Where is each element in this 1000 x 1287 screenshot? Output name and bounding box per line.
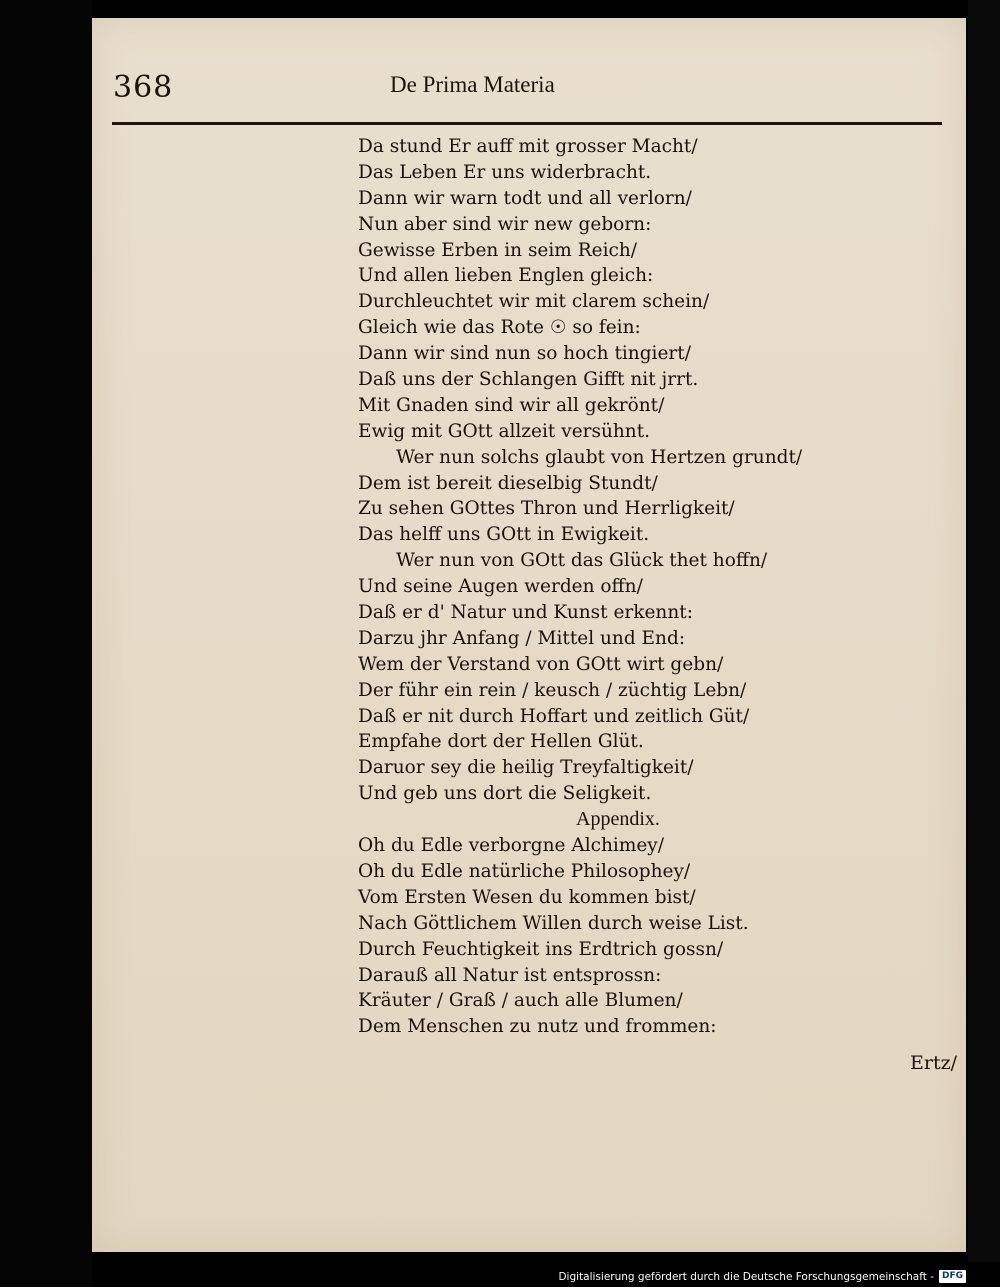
verse-line: Daß er d' Natur und Kunst erkennt: — [358, 602, 693, 624]
verse-line: Und allen lieben Englen gleich: — [358, 265, 654, 287]
verse-line: Dann wir sind nun so hoch tingiert/ — [358, 343, 691, 365]
verse-line: Wer nun von GOtt das Glück thet hoffn/ — [396, 550, 768, 572]
verse-line: Empfahe dort der Hellen Glüt. — [358, 731, 644, 753]
verse-line: Darzu jhr Anfang / Mittel und End: — [358, 627, 686, 649]
verse-line: Dann wir warn todt und all verlorn/ — [358, 187, 692, 209]
scan-border-left — [0, 0, 92, 1287]
header-rule — [112, 122, 942, 125]
verse-line: Daß er nit durch Hoffart und zeitlich Güt/ — [358, 705, 750, 727]
verse-line: Dem ist bereit dieselbig Stundt/ — [358, 472, 658, 494]
section-heading: Appendix. — [576, 808, 660, 831]
page-number: 368 — [113, 70, 174, 105]
verse-line: Das Leben Er uns widerbracht. — [358, 161, 652, 183]
verse-line: Da stund Er auff mit grosser Macht/ — [358, 136, 698, 157]
verse-line: Nach Göttlichem Willen durch weise List. — [358, 912, 749, 934]
dfg-logo: DFG — [939, 1270, 966, 1283]
verse-line: Daruor sey die heilig Treyfaltigkeit/ — [358, 757, 694, 779]
scan-border-right — [968, 0, 1000, 1262]
digitization-credit — [558, 1270, 966, 1283]
credit-text: Digitalisierung gefördert durch die Deutsche Forschungsgemeinschaft - — [558, 1270, 934, 1283]
verse-line: Oh du Edle verborgne Alchimey/ — [358, 835, 664, 857]
verse-line: Und geb uns dort die Seligkeit. — [358, 783, 652, 805]
verse-line: Der führ ein rein / keusch / züchtig Lebn/ — [358, 679, 747, 701]
verse-line: Durch Feuchtigkeit ins Erdtrich gossn/ — [358, 938, 724, 960]
verse-line: Darauß all Natur ist entsprossn: — [358, 964, 662, 986]
verse-line: Gleich wie das Rote ☉ so fein: — [358, 317, 641, 339]
verse-line: Und seine Augen werden offn/ — [358, 576, 643, 598]
verse-line: Gewisse Erben in seim Reich/ — [358, 239, 638, 261]
verse-line: Nun aber sind wir new geborn: — [358, 213, 652, 235]
verse-line: Kräuter / Graß / auch alle Blumen/ — [358, 990, 683, 1012]
verse-line: Das helff uns GOtt in Ewigkeit. — [358, 524, 650, 546]
verse-text — [358, 134, 838, 1040]
verse-line: Durchleuchtet wir mit clarem schein/ — [358, 291, 710, 313]
verse-line: Zu sehen GOttes Thron und Herrligkeit/ — [358, 498, 735, 520]
verse-line: Vom Ersten Wesen du kommen bist/ — [358, 886, 696, 908]
verse-line: Wem der Verstand von GOtt wirt gebn/ — [358, 653, 724, 675]
verse-line: Oh du Edle natürliche Philosophey/ — [358, 860, 691, 882]
verse-line: Mit Gnaden sind wir all gekrönt/ — [358, 394, 665, 416]
catchword: Ertz/ — [910, 1052, 957, 1074]
verse-line: Wer nun solchs glaubt von Hertzen grundt/ — [396, 446, 803, 468]
verse-line: Daß uns der Schlangen Gifft nit jrrt. — [358, 369, 699, 391]
verse-line: Dem Menschen zu nutz und frommen: — [358, 1016, 717, 1038]
running-title: De Prima Materia — [390, 72, 555, 97]
verse-line: Ewig mit GOtt allzeit versühnt. — [358, 420, 651, 442]
